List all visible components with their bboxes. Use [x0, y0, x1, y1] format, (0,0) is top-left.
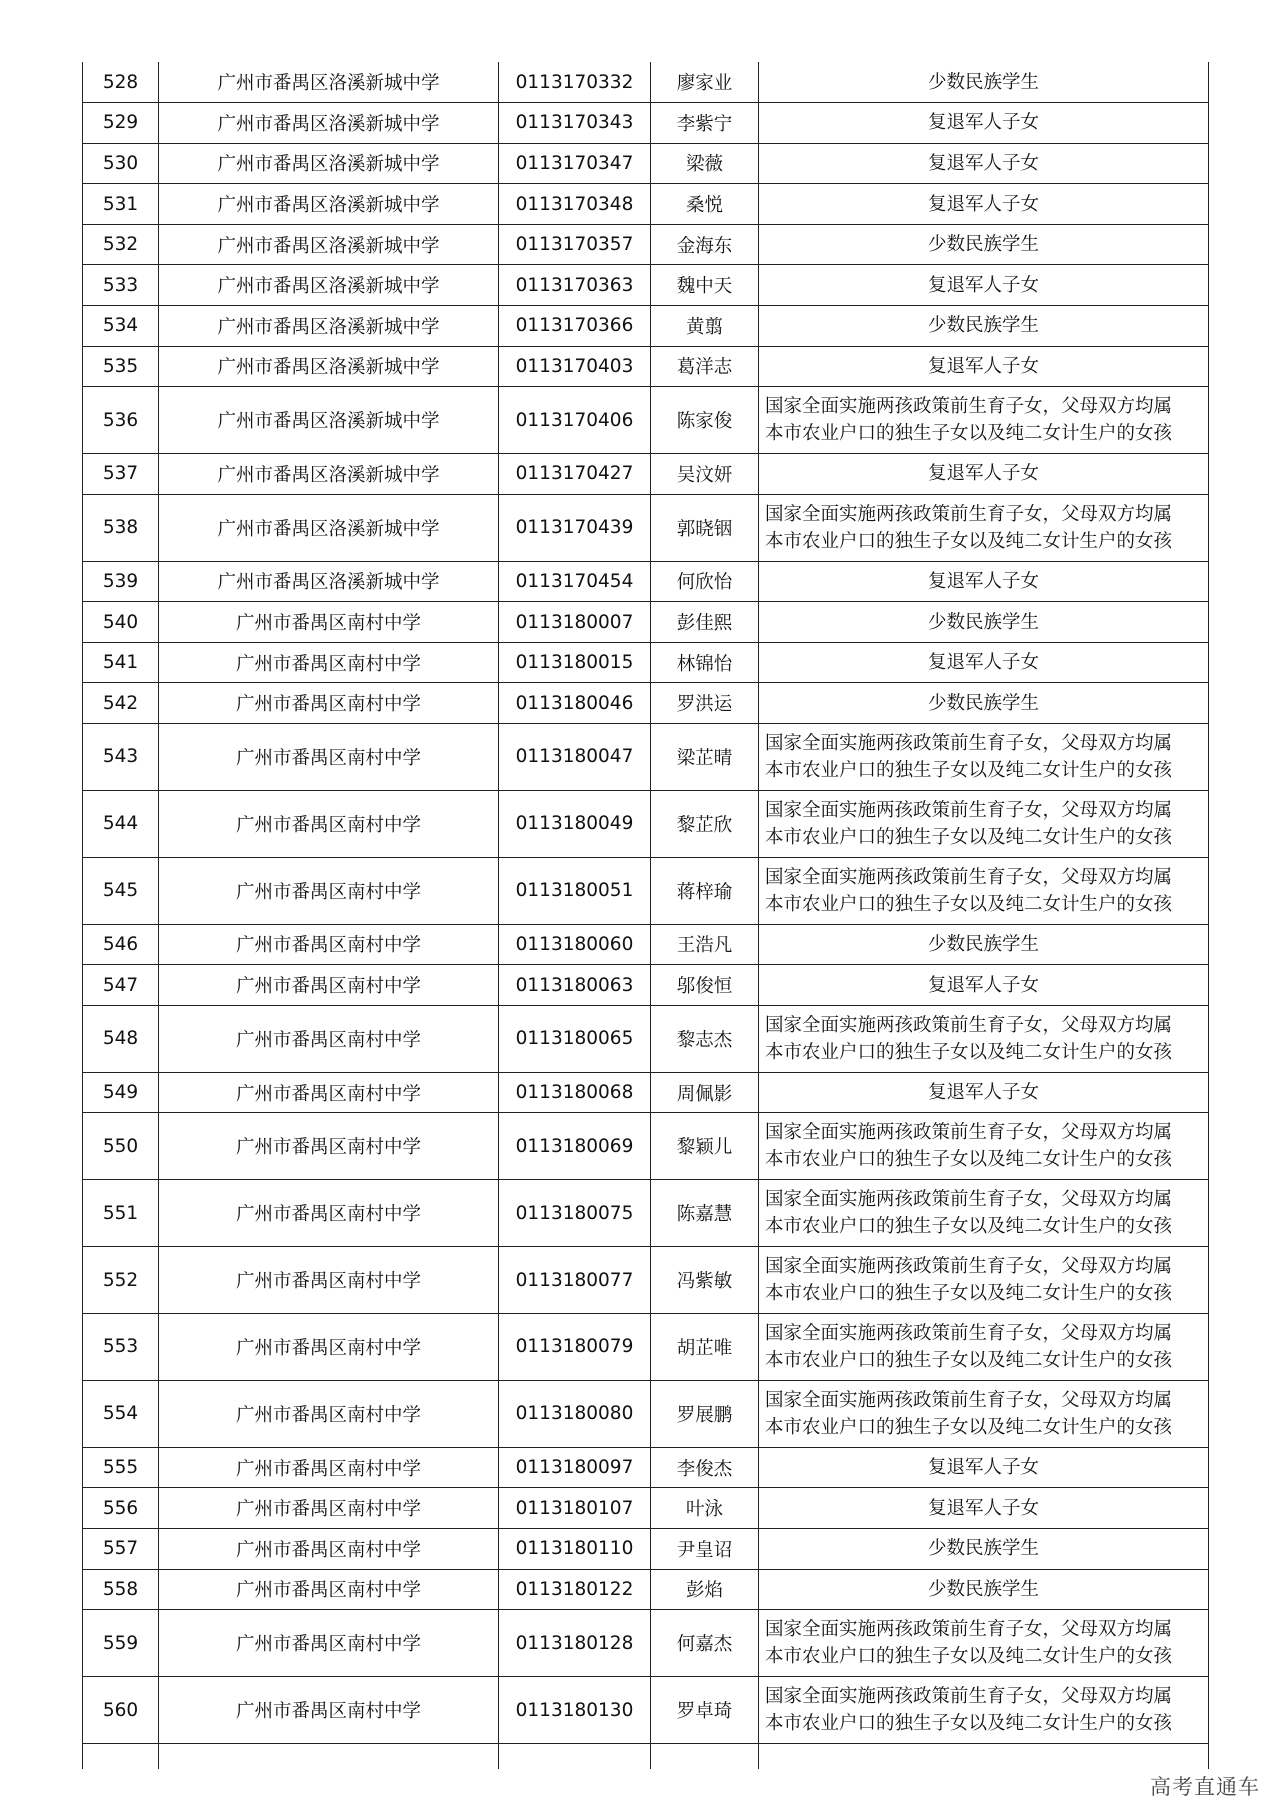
exam-number-cell: 0113180063 [499, 965, 651, 1006]
table-row [83, 924, 1209, 965]
category-cell [759, 1113, 1209, 1180]
category-cell [759, 602, 1209, 643]
category-line: 少数民族学生 [927, 933, 1039, 955]
table-row [83, 1447, 1209, 1488]
category-line: 复退军人子女 [927, 112, 1039, 134]
category-cell [759, 561, 1209, 602]
category-line: 国家全面实施两孩政策前生育子女，父母双方均属 [765, 732, 1173, 754]
exam-number-cell: 0113180130 [499, 1677, 651, 1744]
school-cell: 广州市番禺区洛溪新城中学 [159, 454, 499, 495]
category-cell [759, 62, 1209, 103]
student-name-cell: 罗洪运 [651, 683, 759, 724]
table-row [83, 1677, 1209, 1744]
exam-number-cell: 0113180049 [499, 790, 651, 857]
empty-cell [651, 1743, 759, 1769]
student-name-cell: 尹皇诏 [651, 1528, 759, 1569]
seq-cell: 559 [83, 1610, 159, 1677]
table-row [83, 965, 1209, 1006]
category-cell [759, 1314, 1209, 1381]
category-line: 复退军人子女 [927, 1497, 1039, 1519]
seq-cell: 537 [83, 454, 159, 495]
school-cell: 广州市番禺区南村中学 [159, 1180, 499, 1247]
seq-cell: 548 [83, 1005, 159, 1072]
category-cell [759, 1072, 1209, 1113]
seq-cell: 547 [83, 965, 159, 1006]
seq-cell: 534 [83, 306, 159, 347]
category-cell [759, 184, 1209, 225]
exam-number-cell: 0113170439 [499, 494, 651, 561]
seq-cell: 540 [83, 602, 159, 643]
seq-cell: 552 [83, 1247, 159, 1314]
seq-cell: 530 [83, 143, 159, 184]
table-row [83, 1314, 1209, 1381]
category-line: 少数民族学生 [927, 1538, 1039, 1560]
student-name-cell: 彭焰 [651, 1569, 759, 1610]
student-name-cell: 梁薇 [651, 143, 759, 184]
category-line: 复退军人子女 [927, 193, 1039, 215]
category-line: 本市农业户口的独生子女以及纯二女计生户的女孩 [765, 1041, 1173, 1063]
exam-number-cell: 0113170406 [499, 387, 651, 454]
student-name-cell: 黎志杰 [651, 1005, 759, 1072]
school-cell: 广州市番禺区南村中学 [159, 1247, 499, 1314]
seq-cell: 531 [83, 184, 159, 225]
exam-number-cell: 0113180069 [499, 1113, 651, 1180]
school-cell: 广州市番禺区洛溪新城中学 [159, 62, 499, 103]
category-line: 本市农业户口的独生子女以及纯二女计生户的女孩 [765, 1349, 1173, 1371]
table-row [83, 1072, 1209, 1113]
school-cell: 广州市番禺区南村中学 [159, 1447, 499, 1488]
seq-cell: 553 [83, 1314, 159, 1381]
category-line: 本市农业户口的独生子女以及纯二女计生户的女孩 [765, 1646, 1173, 1668]
table-row [83, 265, 1209, 306]
category-line: 复退军人子女 [927, 463, 1039, 485]
category-cell [759, 965, 1209, 1006]
school-cell: 广州市番禺区南村中学 [159, 1677, 499, 1744]
exam-number-cell: 0113170343 [499, 103, 651, 144]
exam-number-cell: 0113180128 [499, 1610, 651, 1677]
category-line: 本市农业户口的独生子女以及纯二女计生户的女孩 [765, 1713, 1173, 1734]
table-row [83, 1180, 1209, 1247]
table-row [83, 346, 1209, 387]
school-cell: 广州市番禺区南村中学 [159, 642, 499, 683]
category-cell [759, 642, 1209, 683]
student-name-cell: 廖家业 [651, 62, 759, 103]
category-cell [759, 103, 1209, 144]
category-cell [759, 924, 1209, 965]
exam-number-cell: 0113180097 [499, 1447, 651, 1488]
exam-number-cell: 0113170357 [499, 224, 651, 265]
seq-cell: 528 [83, 62, 159, 103]
school-cell: 广州市番禺区南村中学 [159, 1380, 499, 1447]
seq-cell: 544 [83, 790, 159, 857]
watermark-text: 高考直通车 [1150, 1775, 1260, 1799]
student-name-cell: 郭晓铟 [651, 494, 759, 561]
category-cell [759, 1180, 1209, 1247]
school-cell: 广州市番禺区南村中学 [159, 1113, 499, 1180]
school-cell: 广州市番禺区南村中学 [159, 965, 499, 1006]
category-line: 本市农业户口的独生子女以及纯二女计生户的女孩 [765, 1216, 1173, 1238]
category-cell [759, 454, 1209, 495]
seq-cell: 541 [83, 642, 159, 683]
school-cell: 广州市番禺区洛溪新城中学 [159, 494, 499, 561]
category-line: 复退军人子女 [927, 1457, 1039, 1479]
seq-cell: 560 [83, 1677, 159, 1744]
exam-number-cell: 0113180007 [499, 602, 651, 643]
table-row [83, 184, 1209, 225]
school-cell: 广州市番禺区南村中学 [159, 724, 499, 791]
exam-number-cell: 0113170332 [499, 62, 651, 103]
table-row [83, 602, 1209, 643]
seq-cell: 558 [83, 1569, 159, 1610]
student-name-cell: 罗展鹏 [651, 1380, 759, 1447]
category-cell [759, 1488, 1209, 1529]
seq-cell: 536 [83, 387, 159, 454]
school-cell: 广州市番禺区洛溪新城中学 [159, 306, 499, 347]
exam-number-cell: 0113180068 [499, 1072, 651, 1113]
category-line: 国家全面实施两孩政策前生育子女，父母双方均属 [765, 1322, 1173, 1344]
category-cell [759, 724, 1209, 791]
school-cell: 广州市番禺区南村中学 [159, 602, 499, 643]
table-row [83, 857, 1209, 924]
category-line: 复退军人子女 [927, 274, 1039, 296]
student-name-cell: 周佩影 [651, 1072, 759, 1113]
category-line: 本市农业户口的独生子女以及纯二女计生户的女孩 [765, 1283, 1173, 1305]
empty-cell [499, 1743, 651, 1769]
school-cell: 广州市番禺区洛溪新城中学 [159, 103, 499, 144]
seq-cell: 543 [83, 724, 159, 791]
category-cell [759, 683, 1209, 724]
exam-number-cell: 0113180079 [499, 1314, 651, 1381]
school-cell: 广州市番禺区洛溪新城中学 [159, 224, 499, 265]
category-cell [759, 265, 1209, 306]
category-line: 国家全面实施两孩政策前生育子女，父母双方均属 [765, 1256, 1173, 1278]
student-name-cell: 黎颖儿 [651, 1113, 759, 1180]
school-cell: 广州市番禺区洛溪新城中学 [159, 346, 499, 387]
seq-cell: 554 [83, 1380, 159, 1447]
category-line: 本市农业户口的独生子女以及纯二女计生户的女孩 [765, 423, 1173, 445]
exam-number-cell: 0113170347 [499, 143, 651, 184]
exam-number-cell: 0113180065 [499, 1005, 651, 1072]
table-row [83, 790, 1209, 857]
student-name-cell: 叶泳 [651, 1488, 759, 1529]
category-line: 本市农业户口的独生子女以及纯二女计生户的女孩 [765, 1416, 1173, 1438]
school-cell: 广州市番禺区南村中学 [159, 1610, 499, 1677]
school-cell: 广州市番禺区南村中学 [159, 1488, 499, 1529]
category-cell [759, 346, 1209, 387]
category-line: 少数民族学生 [927, 315, 1039, 337]
seq-cell: 557 [83, 1528, 159, 1569]
empty-cell [759, 1743, 1209, 1769]
table-row [83, 1247, 1209, 1314]
school-cell: 广州市番禺区洛溪新城中学 [159, 184, 499, 225]
exam-number-cell: 0113180060 [499, 924, 651, 965]
school-cell: 广州市番禺区南村中学 [159, 857, 499, 924]
exam-number-cell: 0113180110 [499, 1528, 651, 1569]
category-cell [759, 143, 1209, 184]
table-row [83, 683, 1209, 724]
seq-cell: 535 [83, 346, 159, 387]
seq-cell: 545 [83, 857, 159, 924]
category-line: 少数民族学生 [927, 1578, 1039, 1600]
category-line: 国家全面实施两孩政策前生育子女，父母双方均属 [765, 1389, 1173, 1411]
category-cell [759, 1610, 1209, 1677]
empty-cell [83, 1743, 159, 1769]
student-name-cell: 黎芷欣 [651, 790, 759, 857]
student-name-cell: 罗卓琦 [651, 1677, 759, 1744]
exam-number-cell: 0113180046 [499, 683, 651, 724]
category-line: 国家全面实施两孩政策前生育子女，父母双方均属 [765, 1686, 1173, 1707]
seq-cell: 549 [83, 1072, 159, 1113]
school-cell: 广州市番禺区南村中学 [159, 1072, 499, 1113]
school-cell: 广州市番禺区南村中学 [159, 1314, 499, 1381]
category-line: 国家全面实施两孩政策前生育子女，父母双方均属 [765, 1189, 1173, 1211]
table-row [83, 103, 1209, 144]
student-name-cell: 彭佳熙 [651, 602, 759, 643]
seq-cell: 529 [83, 103, 159, 144]
student-name-cell: 桑悦 [651, 184, 759, 225]
exam-number-cell: 0113180075 [499, 1180, 651, 1247]
category-line: 复退军人子女 [927, 570, 1039, 592]
student-name-cell: 吴汶妍 [651, 454, 759, 495]
student-name-cell: 李紫宁 [651, 103, 759, 144]
student-name-cell: 邬俊恒 [651, 965, 759, 1006]
category-cell [759, 790, 1209, 857]
category-line: 复退军人子女 [927, 1082, 1039, 1104]
table-row [83, 1528, 1209, 1569]
table-row [83, 1380, 1209, 1447]
exam-number-cell: 0113170348 [499, 184, 651, 225]
category-line: 本市农业户口的独生子女以及纯二女计生户的女孩 [765, 759, 1173, 781]
category-cell [759, 1005, 1209, 1072]
category-line: 本市农业户口的独生子女以及纯二女计生户的女孩 [765, 893, 1173, 915]
exam-number-cell: 0113170363 [499, 265, 651, 306]
table-row [83, 642, 1209, 683]
student-name-cell: 陈家俊 [651, 387, 759, 454]
seq-cell: 538 [83, 494, 159, 561]
student-name-cell: 何欣怡 [651, 561, 759, 602]
category-line: 国家全面实施两孩政策前生育子女，父母双方均属 [765, 799, 1173, 821]
student-name-cell: 蒋梓瑜 [651, 857, 759, 924]
school-cell: 广州市番禺区南村中学 [159, 683, 499, 724]
admission-list-table [82, 62, 1209, 1769]
student-name-cell: 魏中天 [651, 265, 759, 306]
category-line: 国家全面实施两孩政策前生育子女，父母双方均属 [765, 1014, 1173, 1036]
seq-cell: 551 [83, 1180, 159, 1247]
seq-cell: 550 [83, 1113, 159, 1180]
seq-cell: 539 [83, 561, 159, 602]
exam-number-cell: 0113180080 [499, 1380, 651, 1447]
school-cell: 广州市番禺区南村中学 [159, 1005, 499, 1072]
category-line: 少数民族学生 [927, 234, 1039, 256]
seq-cell: 533 [83, 265, 159, 306]
category-line: 本市农业户口的独生子女以及纯二女计生户的女孩 [765, 1149, 1173, 1171]
student-name-cell: 陈嘉慧 [651, 1180, 759, 1247]
school-cell: 广州市番禺区洛溪新城中学 [159, 143, 499, 184]
category-cell [759, 1528, 1209, 1569]
table-row [83, 1569, 1209, 1610]
exam-number-cell: 0113170366 [499, 306, 651, 347]
category-cell [759, 1447, 1209, 1488]
exam-number-cell: 0113180015 [499, 642, 651, 683]
table-row [83, 1113, 1209, 1180]
exam-number-cell: 0113180077 [499, 1247, 651, 1314]
category-line: 复退军人子女 [927, 974, 1039, 996]
exam-number-cell: 0113180047 [499, 724, 651, 791]
exam-number-cell: 0113170403 [499, 346, 651, 387]
table-row [83, 224, 1209, 265]
empty-cell [159, 1743, 499, 1769]
category-cell [759, 1380, 1209, 1447]
student-name-cell: 金海东 [651, 224, 759, 265]
category-line: 少数民族学生 [927, 71, 1039, 93]
student-name-cell: 林锦怡 [651, 642, 759, 683]
school-cell: 广州市番禺区南村中学 [159, 1569, 499, 1610]
category-cell [759, 306, 1209, 347]
seq-cell: 542 [83, 683, 159, 724]
table-row [83, 387, 1209, 454]
table-row [83, 454, 1209, 495]
category-cell [759, 387, 1209, 454]
category-cell [759, 494, 1209, 561]
table-row [83, 561, 1209, 602]
student-name-cell: 葛洋志 [651, 346, 759, 387]
exam-number-cell: 0113170454 [499, 561, 651, 602]
category-cell [759, 224, 1209, 265]
table-row [83, 143, 1209, 184]
category-line: 本市农业户口的独生子女以及纯二女计生户的女孩 [765, 826, 1173, 848]
category-line: 少数民族学生 [927, 692, 1039, 714]
table-row [83, 1610, 1209, 1677]
category-line: 国家全面实施两孩政策前生育子女，父母双方均属 [765, 1619, 1173, 1641]
exam-number-cell: 0113170427 [499, 454, 651, 495]
seq-cell: 546 [83, 924, 159, 965]
table-row [83, 62, 1209, 103]
category-line: 少数民族学生 [927, 611, 1039, 633]
category-cell [759, 1569, 1209, 1610]
table-row [83, 1488, 1209, 1529]
school-cell: 广州市番禺区洛溪新城中学 [159, 265, 499, 306]
seq-cell: 556 [83, 1488, 159, 1529]
school-cell: 广州市番禺区南村中学 [159, 1528, 499, 1569]
exam-number-cell: 0113180107 [499, 1488, 651, 1529]
category-cell [759, 1677, 1209, 1744]
school-cell: 广州市番禺区洛溪新城中学 [159, 561, 499, 602]
student-name-cell: 梁芷晴 [651, 724, 759, 791]
category-line: 复退军人子女 [927, 355, 1039, 377]
category-line: 国家全面实施两孩政策前生育子女，父母双方均属 [765, 866, 1173, 888]
student-name-cell: 何嘉杰 [651, 1610, 759, 1677]
category-line: 国家全面实施两孩政策前生育子女，父母双方均属 [765, 503, 1173, 525]
exam-number-cell: 0113180051 [499, 857, 651, 924]
category-line: 复退军人子女 [927, 652, 1039, 674]
school-cell: 广州市番禺区南村中学 [159, 790, 499, 857]
category-cell [759, 1247, 1209, 1314]
student-name-cell: 黄翦 [651, 306, 759, 347]
exam-number-cell: 0113180122 [499, 1569, 651, 1610]
student-name-cell: 胡芷唯 [651, 1314, 759, 1381]
table-body [83, 62, 1209, 1769]
empty-row-stub [83, 1743, 1209, 1769]
category-line: 国家全面实施两孩政策前生育子女，父母双方均属 [765, 396, 1173, 418]
student-name-cell: 李俊杰 [651, 1447, 759, 1488]
table-row [83, 724, 1209, 791]
table-row [83, 494, 1209, 561]
category-line: 复退军人子女 [927, 152, 1039, 174]
seq-cell: 532 [83, 224, 159, 265]
category-line: 国家全面实施两孩政策前生育子女，父母双方均属 [765, 1122, 1173, 1144]
category-cell [759, 857, 1209, 924]
table-row [83, 1005, 1209, 1072]
school-cell: 广州市番禺区洛溪新城中学 [159, 387, 499, 454]
category-line: 本市农业户口的独生子女以及纯二女计生户的女孩 [765, 530, 1173, 552]
school-cell: 广州市番禺区南村中学 [159, 924, 499, 965]
student-name-cell: 王浩凡 [651, 924, 759, 965]
student-name-cell: 冯紫敏 [651, 1247, 759, 1314]
table-row [83, 306, 1209, 347]
seq-cell: 555 [83, 1447, 159, 1488]
